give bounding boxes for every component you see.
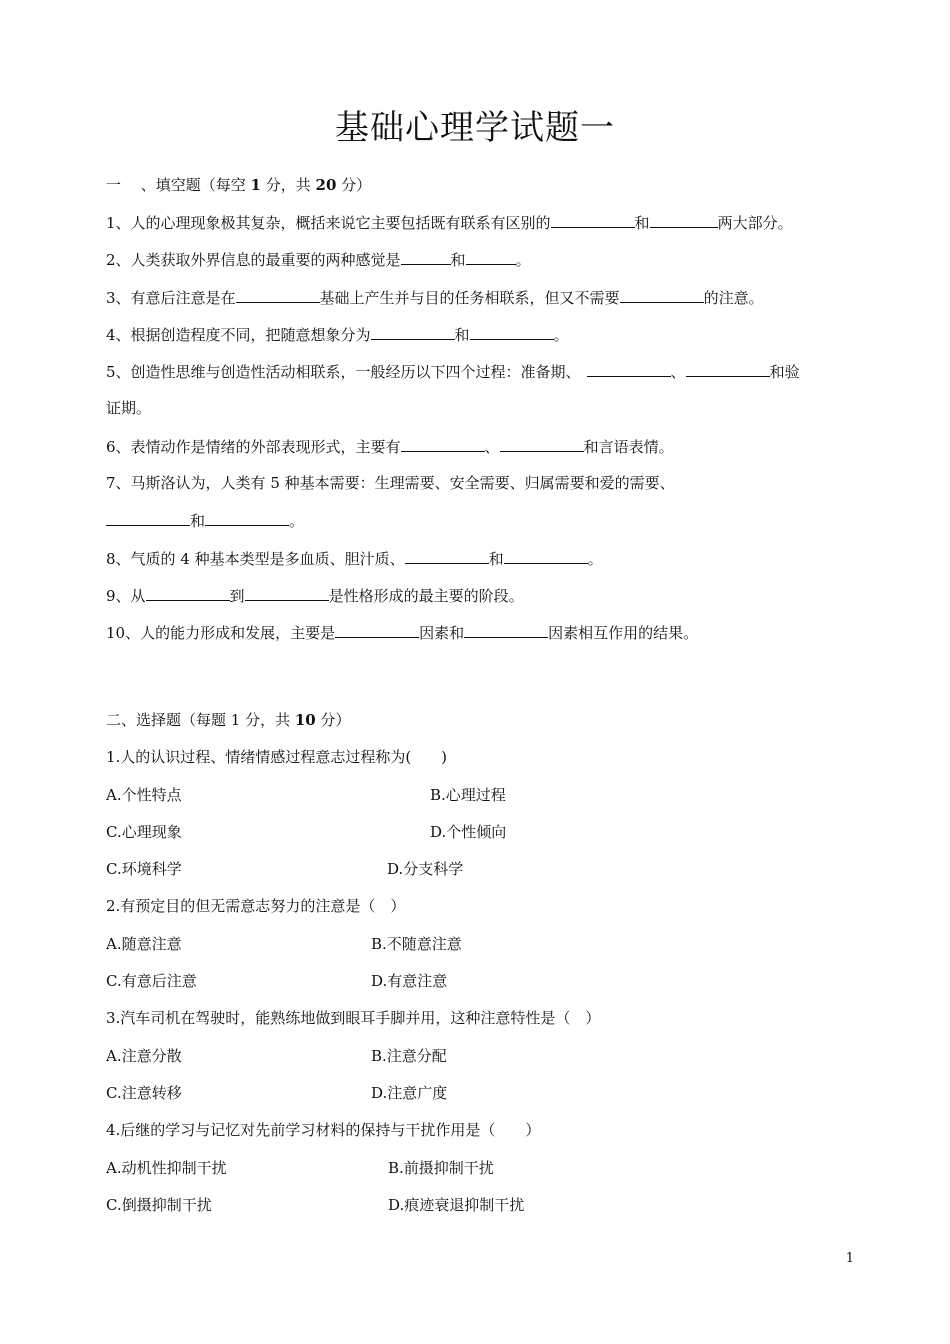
fill-question-4 [106, 324, 569, 345]
answer-blank[interactable] [620, 287, 704, 303]
choice-option[interactable]: C.有意后注意 [106, 972, 197, 990]
answer-blank[interactable] [401, 436, 485, 452]
question-text: 3、有意后注意是在 [106, 289, 236, 307]
fill-question-8 [106, 548, 603, 569]
question-text: 。 [289, 512, 305, 530]
question-text: 基础上产生并与目的任务相联系，但又不需要 [319, 289, 620, 307]
choice-option[interactable]: D.注意广度 [371, 1084, 448, 1102]
heading-text: 分） [315, 711, 351, 729]
question-text: 、 [670, 363, 686, 381]
choice-question-2: 2.有预定目的但无需意志努力的注意是（ ） [106, 897, 406, 915]
answer-blank[interactable] [146, 585, 230, 601]
heading-text: 分） [336, 176, 372, 194]
question-text: 的注意。 [703, 289, 764, 307]
answer-blank[interactable] [466, 249, 516, 265]
fill-question-3 [106, 287, 764, 308]
choice-option[interactable]: C.心理现象 [106, 823, 182, 841]
fill-question-7: 7、马斯洛认为，人类有 5 种基本需要：生理需要、安全需要、归属需要和爱的需要、 [106, 474, 675, 492]
fill-question-6 [106, 436, 674, 457]
choice-option[interactable]: C.注意转移 [106, 1084, 182, 1102]
choice-option[interactable]: A.注意分散 [106, 1047, 182, 1065]
section2-heading [106, 710, 351, 730]
question-text: 和 [454, 326, 470, 344]
question-text: 因素和 [419, 624, 465, 642]
answer-blank[interactable] [335, 622, 419, 638]
fill-question-5-continued: 证期。 [106, 399, 152, 417]
fill-question-5 [106, 361, 800, 382]
question-text: 和 [190, 512, 206, 530]
choice-option[interactable]: D.个性倾向 [430, 823, 507, 841]
choice-option[interactable]: D.分支科学 [387, 860, 464, 878]
answer-blank[interactable] [245, 585, 329, 601]
question-text: 9、从 [106, 587, 146, 605]
exam-title: 基础心理学试题一 [335, 108, 615, 148]
answer-blank[interactable] [205, 510, 289, 526]
answer-blank[interactable] [464, 622, 548, 638]
question-text: 8、气质的 4 种基本类型是多血质、胆汁质、 [106, 550, 405, 568]
answer-blank[interactable] [405, 548, 489, 564]
question-text: 和言语表情。 [583, 438, 674, 456]
question-text: 4、根据创造程度不同，把随意想象分为 [106, 326, 371, 344]
question-text: 2、人类获取外界信息的最重要的两种感觉是 [106, 251, 401, 269]
answer-blank[interactable] [500, 436, 584, 452]
choice-option[interactable]: C.倒摄抑制干扰 [106, 1196, 212, 1214]
choice-question-1: 1.人的认识过程、情绪情感过程意志过程称为( ) [106, 748, 448, 766]
question-text: 。 [515, 251, 531, 269]
question-text: 是性格形成的最主要的阶段。 [328, 587, 524, 605]
answer-blank[interactable] [236, 287, 320, 303]
question-text: 和验 [769, 363, 800, 381]
heading-number: 20 [315, 176, 337, 194]
question-text: 10、人的能力形成和发展，主要是 [106, 624, 336, 642]
answer-blank[interactable] [106, 510, 190, 526]
answer-blank[interactable] [686, 361, 770, 377]
fill-question-7-continued [106, 510, 304, 531]
choice-option[interactable]: B.前摄抑制干扰 [388, 1159, 494, 1177]
choice-option[interactable]: A.个性特点 [106, 786, 182, 804]
question-text: 1、人的心理现象极其复杂，概括来说它主要包括既有联系有区别的 [106, 214, 551, 232]
question-text: 。 [553, 326, 569, 344]
heading-text: 一 、填空题（每空 [106, 176, 251, 194]
question-text: 和 [450, 251, 466, 269]
heading-number: 1 [250, 176, 261, 194]
fill-question-9 [106, 585, 524, 606]
answer-blank[interactable] [551, 212, 635, 228]
question-text: 到 [229, 587, 245, 605]
section1-heading [106, 175, 371, 195]
answer-blank[interactable] [470, 324, 554, 340]
answer-blank[interactable] [587, 361, 671, 377]
question-text: 。 [587, 550, 603, 568]
fill-question-2 [106, 249, 531, 270]
question-text: 两大部分。 [717, 214, 793, 232]
question-text: 因素相互作用的结果。 [548, 624, 699, 642]
heading-number: 10 [294, 711, 316, 729]
question-text: 5、创造性思维与创造性活动相联系，一般经历以下四个过程：准备期、 [106, 363, 581, 381]
question-text: 和 [488, 550, 504, 568]
answer-blank[interactable] [401, 249, 451, 265]
question-text: 、 [484, 438, 500, 456]
choice-option[interactable]: A.动机性抑制干扰 [106, 1159, 227, 1177]
heading-text: 分，共 [260, 176, 316, 194]
choice-question-3: 3.汽车司机在驾驶时，能熟练地做到眼耳手脚并用，这种注意特性是（ ） [106, 1009, 601, 1027]
choice-option[interactable]: D.有意注意 [371, 972, 448, 990]
choice-option[interactable]: D.痕迹衰退抑制干扰 [388, 1196, 525, 1214]
choice-option[interactable]: A.随意注意 [106, 935, 182, 953]
choice-question-4: 4.后继的学习与记忆对先前学习材料的保持与干扰作用是（ ） [106, 1121, 541, 1139]
choice-option[interactable]: B.不随意注意 [371, 935, 462, 953]
answer-blank[interactable] [650, 212, 718, 228]
fill-question-1 [106, 212, 793, 233]
answer-blank[interactable] [371, 324, 455, 340]
question-text: 6、表情动作是情绪的外部表现形式，主要有 [106, 438, 401, 456]
choice-option[interactable]: C.环境科学 [106, 860, 182, 878]
page-number: 1 [845, 1251, 854, 1266]
answer-blank[interactable] [504, 548, 588, 564]
choice-option[interactable]: B.心理过程 [430, 786, 506, 804]
question-text: 和 [634, 214, 650, 232]
fill-question-10 [106, 622, 698, 643]
choice-option[interactable]: B.注意分配 [371, 1047, 447, 1065]
heading-text: 二、选择题（每题 1 分，共 [106, 711, 295, 729]
